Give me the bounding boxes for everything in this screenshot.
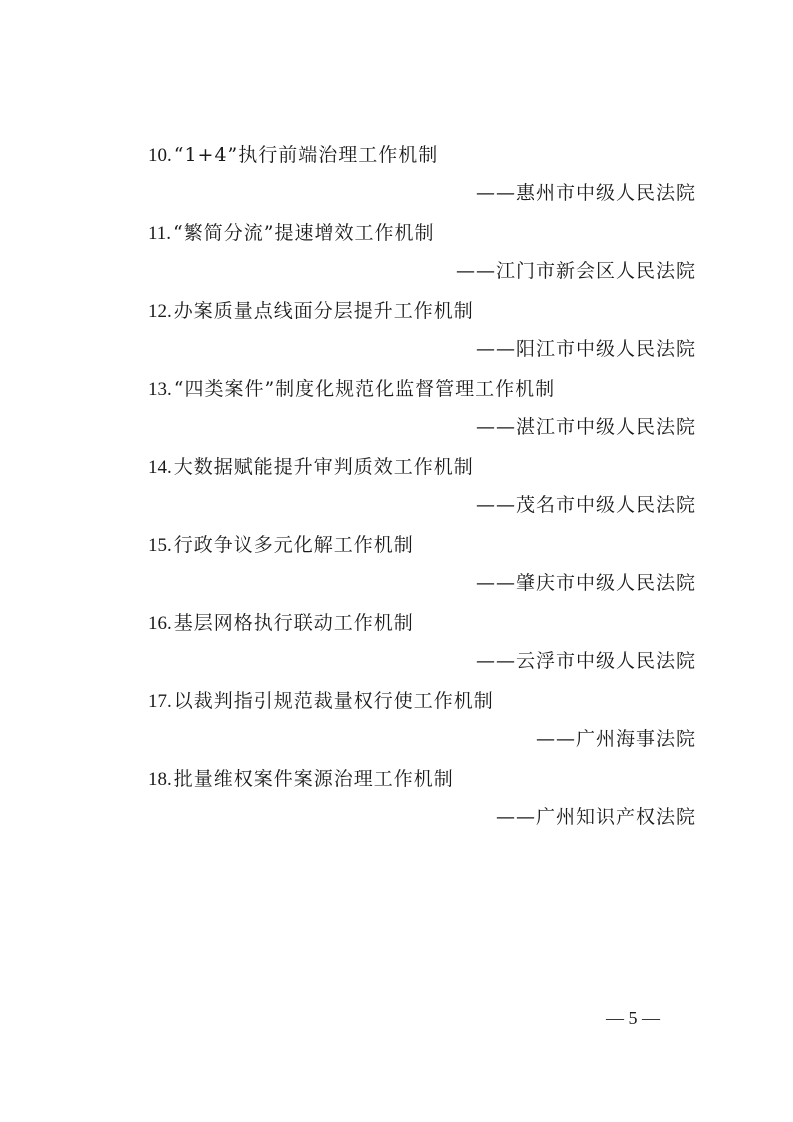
item-number: 18. [148,769,172,790]
item-number: 11. [148,223,172,244]
item-title-text: “四类案件”制度化规范化监督管理工作机制 [173,378,556,400]
item-title [148,220,434,247]
item-title [148,610,414,637]
item-number: 16. [148,613,172,634]
item-number: 10. [148,145,172,166]
item-title-text: 行政争议多元化解工作机制 [173,534,414,556]
item-number: 12. [148,301,172,322]
item-title-text: “1+4”执行前端治理工作机制 [173,144,439,166]
item-title-text: 基层网格执行联动工作机制 [173,612,414,634]
item-court: ——江门市新会区人民法院 [455,260,696,282]
item-court: ——湛江市中级人民法院 [475,416,696,438]
item-court: ——云浮市中级人民法院 [475,650,696,672]
item-number: 14. [148,457,172,478]
item-title-text: 办案质量点线面分层提升工作机制 [173,300,474,322]
item-court: ——广州知识产权法院 [495,806,696,828]
item-title [148,454,474,481]
item-court: ——阳江市中级人民法院 [475,338,696,360]
item-number: 15. [148,535,172,556]
item-number: 17. [148,691,172,712]
item-court: ——惠州市中级人民法院 [475,182,696,204]
item-title [148,376,555,403]
item-title-text: “繁简分流”提速增效工作机制 [173,222,435,244]
item-title [148,298,474,325]
item-title [148,142,438,169]
page-number: — 5 — [606,1008,660,1028]
item-number: 13. [148,379,172,400]
item-court: ——肇庆市中级人民法院 [475,572,696,594]
item-title [148,688,494,715]
item-title-text: 批量维权案件案源治理工作机制 [173,768,454,790]
item-title-text: 大数据赋能提升审判质效工作机制 [173,456,474,478]
item-title [148,532,414,559]
item-title [148,766,454,793]
item-court: ——广州海事法院 [535,728,696,750]
item-court: ——茂名市中级人民法院 [475,494,696,516]
item-title-text: 以裁判指引规范裁量权行使工作机制 [173,690,494,712]
